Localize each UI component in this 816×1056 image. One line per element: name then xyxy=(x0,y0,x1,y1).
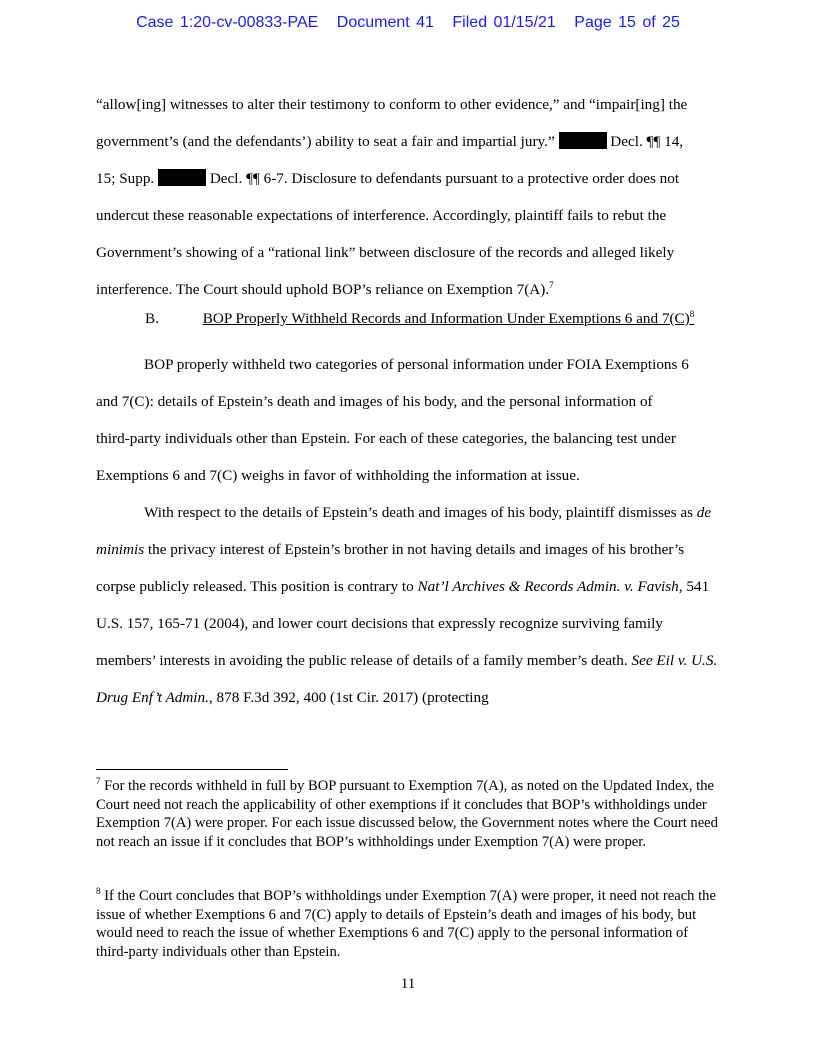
case-number: Case 1:20-cv-00833-PAE xyxy=(136,14,319,31)
section-title: BOP Properly Withheld Records and Information Under Exemptions 6 and $7(C)^8$ xyxy=(202,308,695,327)
paragraph-two-categories xyxy=(96,346,720,494)
text-line: government’s (and the defendants’) ability to seat a fair and impartial jury.” Decl. ¶¶ 14, xyxy=(96,133,684,150)
page-indicator: Page 15 of 25 xyxy=(574,14,680,31)
text-line: Government’s showing of a “rational link” between disclosure of the records and alleged likely xyxy=(96,244,675,261)
filed-date: Filed 01/15/21 xyxy=(452,14,556,31)
page-number: 11 xyxy=(400,975,416,992)
section-heading-b xyxy=(145,310,694,328)
text-line: 15; Supp. Decl. ¶¶ 6-7. Disclosure to defendants pursuant to a protective order does not xyxy=(96,170,680,187)
footnote-number: 8 xyxy=(96,886,101,897)
footnote-separator xyxy=(96,769,288,770)
text-line: “allow[ing] witnesses to alter their testimony to conform to other evidence,” and “impair[ing] the xyxy=(96,96,688,113)
section-letter: B. xyxy=(145,310,159,327)
paragraph-exemption-7a xyxy=(96,86,720,308)
text-line: third-party individuals other than Epstein. For each of these categories, the balancing test under xyxy=(96,430,676,447)
document-number: Document 41 xyxy=(336,14,434,31)
text-line: Exemptions 6 and 7(C) weighs in favor of withholding the information at issue. xyxy=(96,467,580,484)
text-line: interference. The Court should uphold BOP’s reliance on Exemption 7(A).$^7$ xyxy=(96,279,554,298)
redaction-box xyxy=(158,169,206,186)
footnote-7 xyxy=(96,777,720,851)
case-citation: Nat’l Archives & Records Admin. v. Favish xyxy=(417,578,679,595)
footnote-ref-7: 7 xyxy=(549,279,554,290)
paragraph-privacy-interest: With respect to the details of Epstein’s death and images of his body, plaintiff dismisses as de minimis the privacy interest of Epstein’s brother in not having details and images of his brother’s corpse publicly released. This position is contrary to Nat’l Archives & Records Admin. v. Favish, 541 U.S. 157, 165-71 (2004), and lower court decisions that expressly recognize surviving family members’ interests in avoiding the public release of details of a family member’s death. See Eil v. U.S. Drug Enf’t Admin., 878 F.3d 392, 400 (1st Cir. 2017) (protecting xyxy=(96,504,718,706)
ecf-header xyxy=(0,14,816,32)
footnote-8 xyxy=(96,887,720,961)
footnote-text: If the Court concludes that BOP’s withholdings under Exemption 7(A) were proper, it need not reach the issue of whether Exemptions 6 and 7(C) apply to details of Epstein’s death and images of his body, but would need to reach the issue of whether Exemptions 6 and 7(C) apply to the personal information of third-party individuals other than Epstein. xyxy=(96,888,716,960)
text-line: undercut these reasonable expectations of interference. Accordingly, plaintiff fails to rebut the xyxy=(96,207,667,224)
italic-term: de minimis xyxy=(96,504,712,558)
text-line: BOP properly withheld two categories of personal information under FOIA Exemptions 6 xyxy=(144,356,689,373)
text-line: and 7(C): details of Epstein’s death and images of his body, and the personal information of xyxy=(96,393,653,410)
footnote-ref-8: 8 xyxy=(689,308,695,319)
case-citation: See Eil v. U.S. Drug Enf’t Admin. xyxy=(96,652,718,706)
footnote-number: 7 xyxy=(96,776,101,787)
redaction-box xyxy=(559,132,607,149)
footnote-text: For the records withheld in full by BOP pursuant to Exemption 7(A), as noted on the Updated Index, the Court need not reach the applicability of other exemptions if it concludes that BOP’s withholdings under Exemption 7(A) were proper. For each issue discussed below, the Government notes where the Court need not reach an issue if it concludes that BOP’s withholdings under Exemption 7(A) were proper. xyxy=(96,778,718,850)
